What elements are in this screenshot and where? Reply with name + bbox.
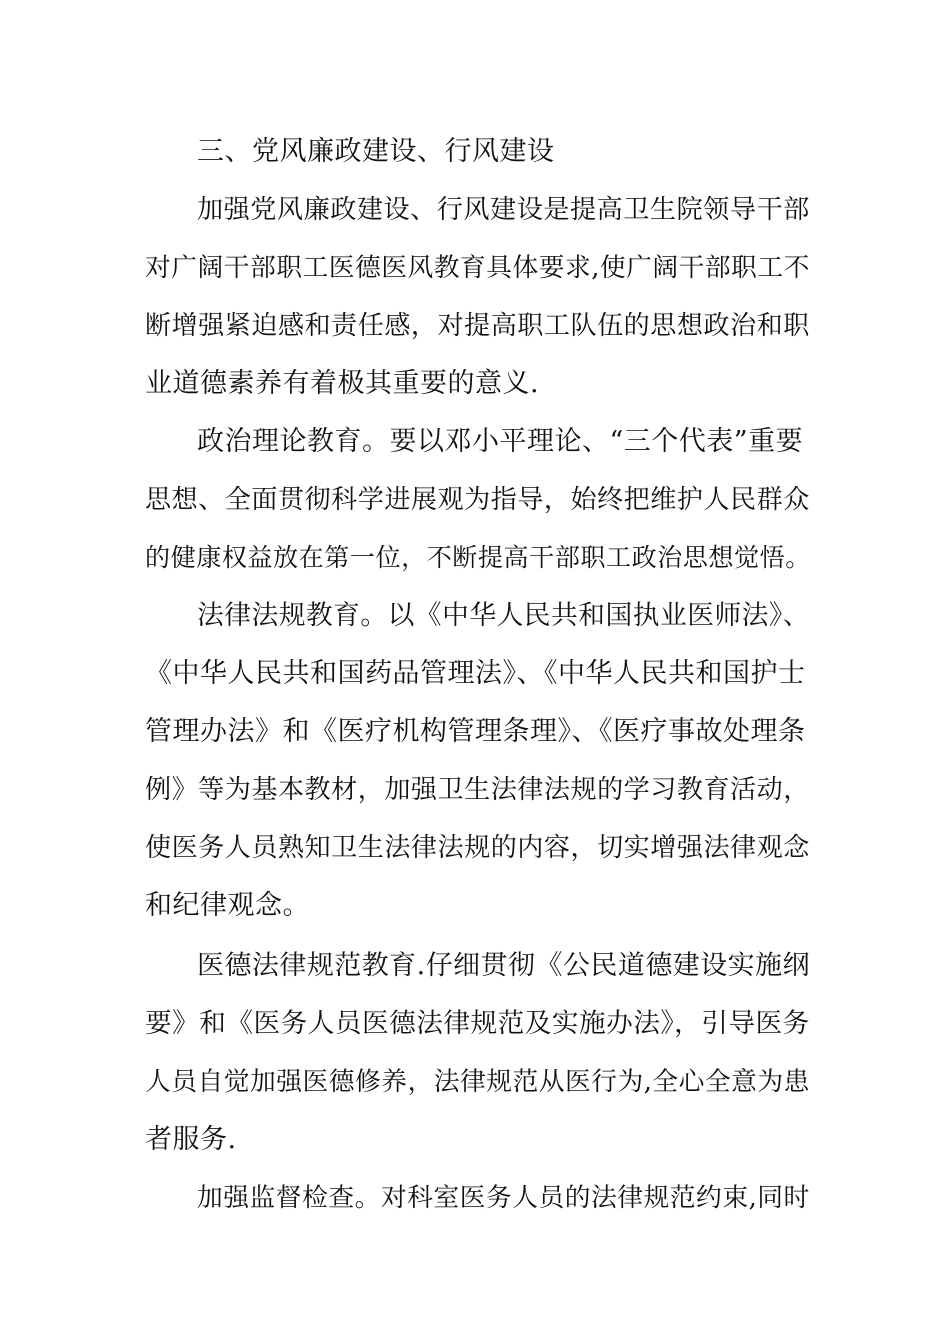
paragraph-line: 例》等为基本教材，加强卫生法律法规的学习教育活动， — [145, 775, 810, 805]
paragraph-line: 思想、全面贯彻科学进展观为指导，始终把维护人民群众 — [145, 485, 810, 515]
paragraph-line: 《中华人民共和国药品管理法》、《中华人民共和国护士 — [145, 658, 806, 689]
paragraph-line: 的健康权益放在第一位，不断提高干部职工政治思想觉悟。 — [145, 543, 811, 572]
paragraph-line: 使医务人员熟知卫生法律法规的内容，切实增强法律观念 — [145, 833, 810, 863]
paragraph-line: 管理办法》和《医疗机构管理条理》、《医疗事故处理条 — [145, 716, 806, 747]
paragraph-line: 法律法规教育。以《中华人民共和国执业医师法》、 — [197, 600, 811, 631]
paragraph-line: 对广阔干部职工医德医风教育具体要求,使广阔干部职工不 — [145, 253, 810, 283]
paragraph-line: 者服务. — [145, 1124, 237, 1155]
paragraph-line: 业道德素养有着极其重要的意义. — [145, 368, 540, 399]
paragraph-line: 加强监督检查。对科室医务人员的法律规范约束,同时 — [197, 1183, 810, 1213]
paragraph-line: 人员自觉加强医德修养，法律规范从医行为,全心全意为患 — [145, 1067, 810, 1097]
paragraph-line: 断增强紧迫感和责任感，对提高职工队伍的思想政治和职 — [145, 311, 810, 341]
section-heading: 三、党风廉政建设、行风建设 — [197, 136, 555, 167]
paragraph-line: 要》和《医务人员医德法律规范及实施办法》，引导医务 — [145, 1008, 810, 1039]
paragraph-line: 加强党风廉政建设、行风建设是提高卫生院领导干部 — [197, 195, 810, 225]
paragraph-line: 政治理论教育。要以邓小平理论、“三个代表”重要 — [197, 426, 804, 457]
paragraph-line: 和纪律观念。 — [145, 890, 310, 921]
paragraph-line: 医德法律规范教育.仔细贯彻《公民道德建设实施纲 — [197, 950, 811, 981]
